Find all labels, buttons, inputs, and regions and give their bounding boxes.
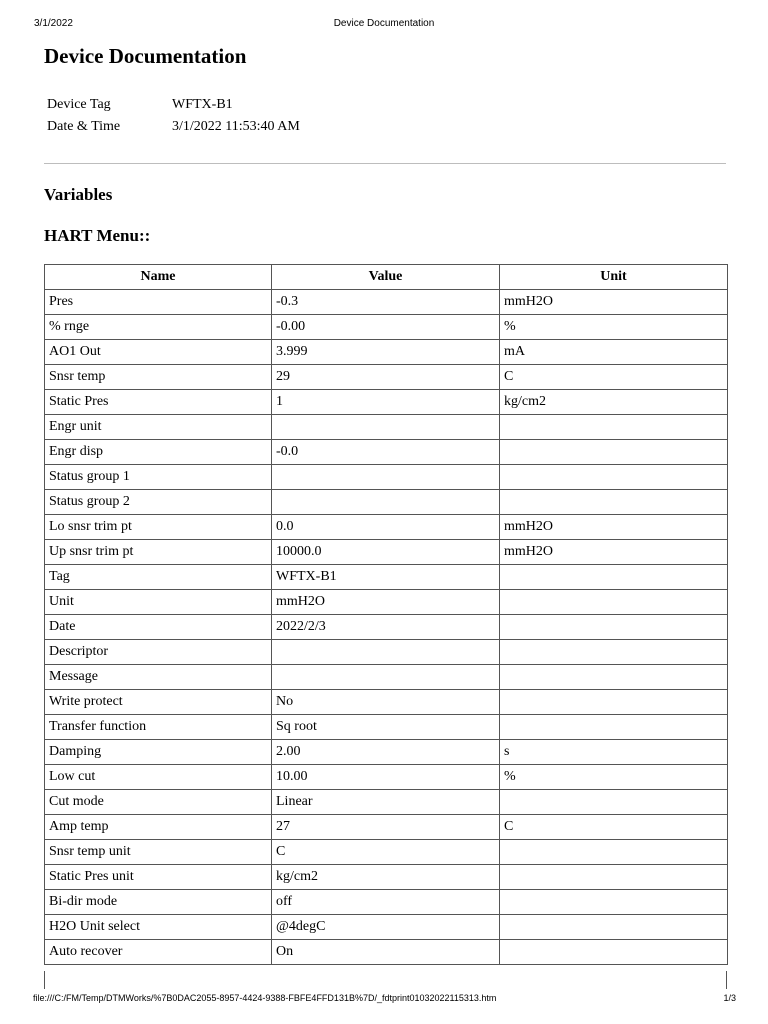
cell-unit	[500, 690, 728, 715]
cell-value: Linear	[272, 790, 500, 815]
print-header	[0, 18, 768, 32]
cell-value: 2.00	[272, 740, 500, 765]
cell-name: Up snsr trim pt	[45, 540, 272, 565]
cell-unit	[500, 415, 728, 440]
table-row	[45, 840, 728, 865]
cell-unit	[500, 440, 728, 465]
subsection-heading-hart-menu: HART Menu::	[44, 226, 151, 245]
table-row	[45, 515, 728, 540]
cell-value	[272, 415, 500, 440]
cell-unit: kg/cm2	[500, 390, 728, 415]
table-row	[45, 590, 728, 615]
column-header-value: Value	[272, 265, 500, 290]
table-row	[45, 915, 728, 940]
table-row	[45, 740, 728, 765]
cell-unit: mmH2O	[500, 540, 728, 565]
table-row	[45, 690, 728, 715]
table-row	[45, 665, 728, 690]
cell-unit: C	[500, 815, 728, 840]
cell-value: 1	[272, 390, 500, 415]
cell-name: Damping	[45, 740, 272, 765]
meta-value: 3/1/2022 11:53:40 AM	[172, 119, 300, 134]
table-row	[45, 440, 728, 465]
cell-unit: C	[500, 365, 728, 390]
table-row	[45, 290, 728, 315]
cell-value: off	[272, 890, 500, 915]
cell-value: -0.3	[272, 290, 500, 315]
table-row	[45, 315, 728, 340]
cell-name: Status group 1	[45, 465, 272, 490]
cell-name: Static Pres	[45, 390, 272, 415]
table-row	[45, 715, 728, 740]
column-header-name: Name	[45, 265, 272, 290]
cell-name: Snsr temp	[45, 365, 272, 390]
cell-unit	[500, 490, 728, 515]
cell-value: kg/cm2	[272, 865, 500, 890]
cell-name: Transfer function	[45, 715, 272, 740]
table-row	[45, 565, 728, 590]
cell-name: Snsr temp unit	[45, 840, 272, 865]
cell-name: Status group 2	[45, 490, 272, 515]
cell-name: Low cut	[45, 765, 272, 790]
cell-unit	[500, 665, 728, 690]
cell-name: Engr unit	[45, 415, 272, 440]
table-row	[45, 815, 728, 840]
cell-value: 10000.0	[272, 540, 500, 565]
cell-value	[272, 490, 500, 515]
table-row	[45, 790, 728, 815]
cell-name: Cut mode	[45, 790, 272, 815]
cell-value: C	[272, 840, 500, 865]
meta-row-device-tag	[47, 97, 447, 119]
section-heading-variables: Variables	[44, 185, 113, 204]
print-date: 3/1/2022	[34, 18, 73, 29]
cell-unit: mmH2O	[500, 515, 728, 540]
cell-value: -0.0	[272, 440, 500, 465]
cell-unit: %	[500, 765, 728, 790]
device-meta	[47, 97, 447, 141]
cell-unit	[500, 840, 728, 865]
table-header-row	[45, 265, 728, 290]
meta-label: Date & Time	[47, 119, 121, 134]
page-number: 1/3	[723, 993, 736, 1003]
table-row	[45, 340, 728, 365]
cell-name: Lo snsr trim pt	[45, 515, 272, 540]
cell-unit	[500, 915, 728, 940]
table-row	[45, 865, 728, 890]
cell-value: -0.00	[272, 315, 500, 340]
table-row	[45, 765, 728, 790]
cell-value: 29	[272, 365, 500, 390]
column-header-unit: Unit	[500, 265, 728, 290]
table-row	[45, 490, 728, 515]
cell-value: @4degC	[272, 915, 500, 940]
cell-name: AO1 Out	[45, 340, 272, 365]
table-row	[45, 940, 728, 965]
cell-name: H2O Unit select	[45, 915, 272, 940]
cell-name: Unit	[45, 590, 272, 615]
cell-name: % rnge	[45, 315, 272, 340]
variables-table	[44, 264, 728, 965]
cell-name: Date	[45, 615, 272, 640]
cell-unit	[500, 865, 728, 890]
table-row	[45, 415, 728, 440]
cell-name: Descriptor	[45, 640, 272, 665]
table-row	[45, 390, 728, 415]
cell-unit	[500, 790, 728, 815]
cell-unit	[500, 615, 728, 640]
table-row	[45, 365, 728, 390]
table-row	[45, 540, 728, 565]
cell-value: 0.0	[272, 515, 500, 540]
cell-value: No	[272, 690, 500, 715]
table-row	[45, 640, 728, 665]
print-url: file:///C:/FM/Temp/DTMWorks/%7B0DAC2055-8957-4424-9388-FBFE4FFD131B%7D/_fdtprint01032022115313.htm	[33, 993, 497, 1003]
cell-unit: s	[500, 740, 728, 765]
cell-unit	[500, 640, 728, 665]
cell-name: Auto recover	[45, 940, 272, 965]
cell-value	[272, 665, 500, 690]
cell-unit	[500, 715, 728, 740]
cell-name: Static Pres unit	[45, 865, 272, 890]
cell-name: Bi-dir mode	[45, 890, 272, 915]
cell-name: Message	[45, 665, 272, 690]
cell-unit	[500, 890, 728, 915]
meta-row-date-time	[47, 119, 447, 141]
cell-value: mmH2O	[272, 590, 500, 615]
cell-name: Tag	[45, 565, 272, 590]
cell-value: Sq root	[272, 715, 500, 740]
cell-value	[272, 640, 500, 665]
cell-unit	[500, 590, 728, 615]
divider	[44, 163, 726, 164]
table-row	[45, 615, 728, 640]
cell-value: On	[272, 940, 500, 965]
cell-value: WFTX-B1	[272, 565, 500, 590]
cell-name: Amp temp	[45, 815, 272, 840]
table-body	[45, 290, 728, 965]
cell-value: 10.00	[272, 765, 500, 790]
cell-unit: mA	[500, 340, 728, 365]
cell-name: Write protect	[45, 690, 272, 715]
document-title: Device Documentation	[44, 44, 247, 68]
print-title: Device Documentation	[333, 18, 435, 29]
cell-value	[272, 465, 500, 490]
meta-label: Device Tag	[47, 97, 111, 112]
cell-value: 27	[272, 815, 500, 840]
cell-value: 2022/2/3	[272, 615, 500, 640]
cell-unit	[500, 565, 728, 590]
cell-name: Engr disp	[45, 440, 272, 465]
meta-value: WFTX-B1	[172, 97, 233, 112]
cell-unit	[500, 940, 728, 965]
cell-unit	[500, 465, 728, 490]
cell-unit: %	[500, 315, 728, 340]
cell-name: Pres	[45, 290, 272, 315]
table-continuation	[44, 971, 727, 989]
table-row	[45, 890, 728, 915]
cell-unit: mmH2O	[500, 290, 728, 315]
cell-value: 3.999	[272, 340, 500, 365]
table-row	[45, 465, 728, 490]
